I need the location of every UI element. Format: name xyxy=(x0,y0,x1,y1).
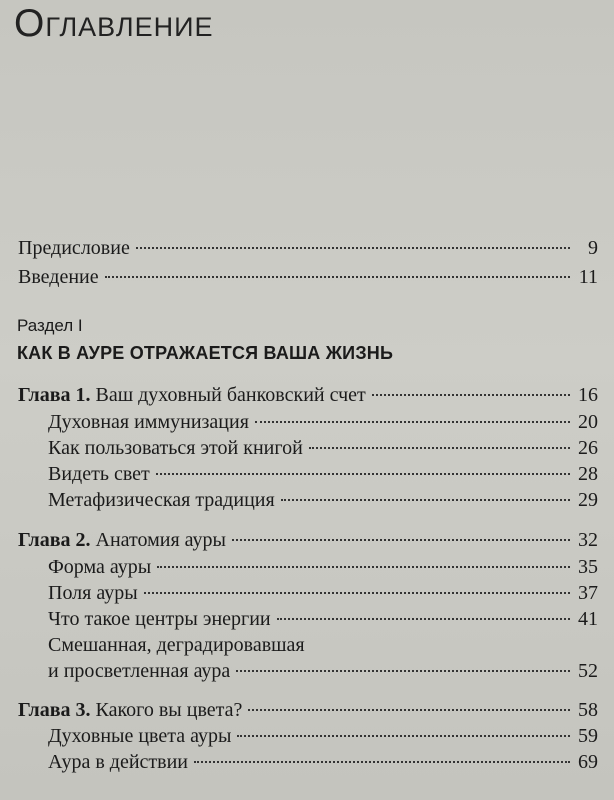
toc-entry-page: 69 xyxy=(578,751,598,773)
toc-entry-page: 37 xyxy=(578,582,598,604)
toc-entry-label: Как пользоваться этой книгой xyxy=(48,437,303,459)
toc-entry-page: 41 xyxy=(578,608,598,630)
toc-entry-label: Форма ауры xyxy=(48,556,152,578)
chapter-title: Ваш духовный банковский счет xyxy=(95,384,366,406)
toc-entry-page: 11 xyxy=(578,266,598,288)
toc-entry-label: Видеть свет xyxy=(48,463,150,485)
toc-entry-label: Метафизическая традиция xyxy=(48,489,275,511)
toc-entry-label: Аура в действии xyxy=(48,751,188,773)
toc-entry-page: 35 xyxy=(578,556,598,578)
toc-subentry xyxy=(48,607,598,631)
dot-leader xyxy=(156,473,570,475)
toc-entry-page: 20 xyxy=(578,411,598,433)
toc-subentry xyxy=(48,750,598,774)
dot-leader xyxy=(105,276,570,278)
section-title: КАК В АУРЕ ОТРАЖАЕТСЯ ВАША ЖИЗНЬ xyxy=(17,343,394,363)
toc-entry-page: 26 xyxy=(578,437,598,459)
toc-chapter-3 xyxy=(18,698,598,722)
dot-leader xyxy=(281,499,570,501)
dot-leader xyxy=(372,394,570,396)
dot-leader xyxy=(309,447,570,449)
dot-leader xyxy=(194,761,570,763)
toc-entry-page: 32 xyxy=(578,529,598,551)
toc-subentry xyxy=(48,436,598,460)
chapter-prefix: Глава 3. xyxy=(18,699,91,721)
toc-subentry-line: Смешанная, деградировавшая xyxy=(48,634,305,656)
toc-entry-page: 59 xyxy=(578,725,598,747)
toc-entry-label: Духовная иммунизация xyxy=(48,411,249,433)
toc-subentry xyxy=(48,581,598,605)
section-label: Раздел I xyxy=(17,316,83,335)
toc-subentry xyxy=(48,462,598,486)
chapter-prefix: Глава 2. xyxy=(18,529,91,551)
toc-entry-preface xyxy=(18,236,598,260)
toc-entry-introduction xyxy=(18,265,598,289)
toc-entry-label: и просветленная аура xyxy=(48,660,231,682)
toc-entry-page: 16 xyxy=(578,384,598,406)
chapter-title: Какого вы цвета? xyxy=(95,699,243,721)
dot-leader xyxy=(144,592,570,594)
chapter-title: Анатомия ауры xyxy=(95,529,226,551)
toc-entry-label: Духовные цвета ауры xyxy=(48,725,232,747)
toc-entry-page: 9 xyxy=(588,237,598,259)
toc-subentry xyxy=(48,555,598,579)
toc-subentry xyxy=(48,488,598,512)
dot-leader xyxy=(255,421,570,423)
toc-entry-label: Предисловие xyxy=(18,237,130,259)
chapter-prefix: Глава 1. xyxy=(18,384,91,406)
toc-entry-label: Поля ауры xyxy=(48,582,138,604)
toc-chapter-2 xyxy=(18,528,598,552)
toc-subentry xyxy=(48,410,598,434)
dot-leader xyxy=(248,709,570,711)
dot-leader xyxy=(232,539,570,541)
dot-leader xyxy=(237,735,570,737)
toc-entry-label: Что такое центры энергии xyxy=(48,608,271,630)
dot-leader xyxy=(157,566,570,568)
toc-chapter-1 xyxy=(18,383,598,407)
toc-entry-page: 58 xyxy=(578,699,598,721)
dot-leader xyxy=(136,247,570,249)
toc-entry-label: Введение xyxy=(18,266,99,288)
dot-leader xyxy=(277,618,570,620)
dot-leader xyxy=(236,670,570,672)
page-title: Оглавление xyxy=(14,2,214,45)
toc-subentry xyxy=(48,659,598,683)
toc-subentry xyxy=(48,724,598,748)
toc-entry-page: 52 xyxy=(578,660,598,682)
toc-entry-page: 28 xyxy=(578,463,598,485)
toc-entry-page: 29 xyxy=(578,489,598,511)
